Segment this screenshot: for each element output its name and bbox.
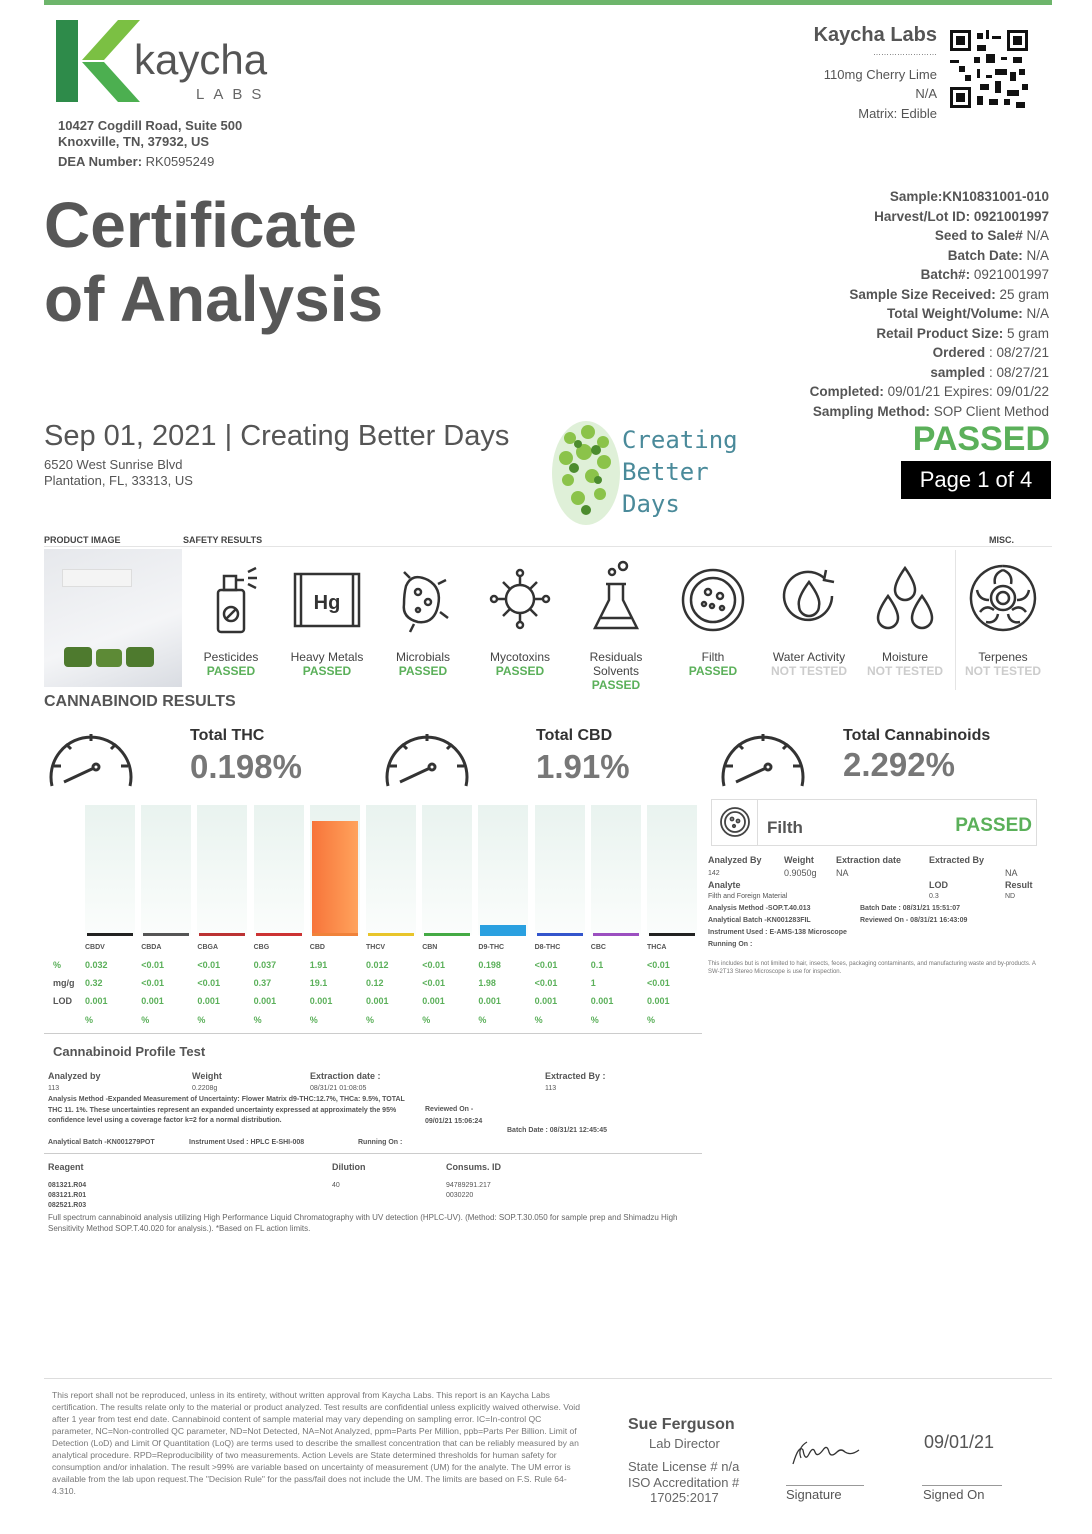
safety-status: PASSED bbox=[302, 664, 352, 678]
cannabinoid-value: % bbox=[534, 1015, 543, 1025]
cannabinoid-value: % bbox=[647, 1015, 656, 1025]
safety-status: PASSED bbox=[495, 664, 545, 678]
safety-name: Terpenes bbox=[978, 650, 1028, 664]
lab-address-line2: Knoxville, TN, 37932, US bbox=[58, 134, 210, 149]
profile-v-extracted: 113 bbox=[545, 1085, 557, 1092]
bar-track bbox=[141, 805, 191, 935]
method-value: SOP Client Method bbox=[933, 403, 1049, 419]
cannabinoid-value: 1 bbox=[590, 978, 596, 988]
profile-instrument: Instrument Used : HPLC E-SHI-008 bbox=[189, 1139, 305, 1146]
signature-line bbox=[786, 1485, 864, 1486]
cannabinoid-value: 0.001 bbox=[366, 996, 389, 1006]
profile-h-extraction: Extraction date : bbox=[310, 1071, 381, 1081]
filth-v-analyte: Filth and Foreign Material bbox=[708, 893, 788, 900]
cannabinoid-results-label: CANNABINOID RESULTS bbox=[44, 693, 236, 710]
harvest-lot: Harvest/Lot ID: 0921001997 bbox=[874, 208, 1049, 224]
weight-value: N/A bbox=[1026, 306, 1049, 321]
cannabinoid-value: 0.012 bbox=[366, 960, 389, 970]
heavy-metal-icon bbox=[287, 556, 367, 646]
safety-status: NOT TESTED bbox=[770, 664, 847, 678]
cannabinoid-name: CBDA bbox=[141, 944, 162, 951]
safety-status: NOT TESTED bbox=[866, 664, 943, 678]
microbe-icon bbox=[388, 556, 458, 646]
logo-name: kaycha bbox=[134, 36, 268, 83]
profile-reviewed-value: 09/01/21 15:06:24 bbox=[425, 1118, 483, 1125]
safety-name: Pesticides bbox=[203, 650, 259, 664]
filth-h-analyzed: Analyzed By bbox=[708, 855, 762, 865]
safety-filth bbox=[668, 556, 758, 686]
cannabinoid-name: THCV bbox=[366, 944, 386, 951]
profile-h-dilution: Dilution bbox=[332, 1162, 366, 1172]
bar-baseline bbox=[649, 933, 695, 936]
total-cbd-label: Total CBD bbox=[536, 727, 613, 744]
safety-results-label: SAFETY RESULTS bbox=[183, 535, 263, 545]
bar-track bbox=[591, 805, 641, 935]
cannabinoid-value: % bbox=[141, 1015, 150, 1025]
completed-label: Completed: bbox=[809, 384, 884, 399]
profile-consums-1: 94789291.217 bbox=[446, 1182, 491, 1189]
profile-batch: Analytical Batch -KN001279POT bbox=[48, 1139, 155, 1146]
profile-h-consums: Consums. ID bbox=[446, 1162, 502, 1172]
ordered bbox=[629, 343, 1049, 363]
bar-baseline bbox=[312, 933, 358, 936]
cannabinoid-value: <0.01 bbox=[647, 960, 670, 970]
cannabinoid-value: 0.12 bbox=[366, 978, 384, 988]
qr-code[interactable] bbox=[950, 30, 1028, 108]
profile-reagent-3: 082521.R03 bbox=[48, 1202, 87, 1209]
total-thc-label: Total THC bbox=[190, 727, 265, 744]
cannabinoid-value: % bbox=[478, 1015, 487, 1025]
row-label: LOD bbox=[53, 996, 72, 1006]
cannabinoid-value: 0.001 bbox=[309, 996, 333, 1006]
profile-v-extraction: 08/31/21 01:08:05 bbox=[310, 1085, 367, 1092]
sample-id: Sample:KN10831001-010 bbox=[889, 189, 1049, 204]
client-address-line1: 6520 West Sunrise Blvd bbox=[44, 457, 183, 472]
bar-track bbox=[535, 805, 585, 935]
total-cannabinoids-label: Total Cannabinoids bbox=[843, 727, 991, 744]
dea-value: RK0595249 bbox=[145, 154, 215, 169]
filth-running: Running On : bbox=[708, 941, 753, 948]
misc-label: MISC. bbox=[989, 535, 1015, 545]
client-logo-text3: Days bbox=[622, 490, 680, 518]
misc-divider bbox=[955, 550, 956, 690]
filth-reviewed: Reviewed On - 08/31/21 16:43:09 bbox=[860, 917, 968, 924]
bar-baseline bbox=[199, 933, 245, 936]
cannabinoid-name: CBG bbox=[253, 944, 270, 951]
kaycha-logo bbox=[56, 20, 286, 110]
bar-track bbox=[422, 805, 472, 935]
retail-value: 5 gram bbox=[1006, 325, 1049, 341]
client-logo-text2: Better bbox=[622, 458, 709, 486]
safety-status: PASSED bbox=[206, 664, 256, 678]
cannabinoid-value: <0.01 bbox=[647, 978, 670, 988]
safety-moisture bbox=[860, 556, 950, 686]
filth-h-analyte: Analyte bbox=[708, 880, 741, 890]
safety-status: PASSED bbox=[688, 664, 738, 678]
safety-name: Filth bbox=[701, 650, 725, 664]
cannabinoid-value: 0.037 bbox=[253, 960, 277, 970]
filth-batch-date: Batch Date : 08/31/21 15:51:07 bbox=[860, 905, 960, 912]
filth-panel bbox=[711, 799, 1037, 846]
retail-size bbox=[629, 324, 1049, 344]
signer-role: Lab Director bbox=[649, 1436, 720, 1451]
client-logo bbox=[548, 418, 738, 528]
filth-h-lod: LOD bbox=[929, 880, 948, 890]
safety-water-activity bbox=[764, 556, 854, 686]
signer-name: Sue Ferguson bbox=[628, 1416, 735, 1433]
client-logo-text1: Creating bbox=[622, 426, 738, 454]
dots: …………………… bbox=[873, 48, 937, 57]
cannabinoid-value: 0.001 bbox=[590, 996, 614, 1006]
profile-v-analyzed: 113 bbox=[48, 1085, 60, 1092]
title-of-analysis: of Analysis bbox=[44, 263, 384, 335]
petri-dish-icon bbox=[678, 556, 748, 646]
cannabinoid-name: CBC bbox=[590, 944, 606, 951]
signature-image bbox=[787, 1436, 867, 1476]
cannabinoid-value: % bbox=[253, 1015, 262, 1025]
profile-h-extracted: Extracted By : bbox=[545, 1071, 606, 1081]
cannabinoid-value: 1.98 bbox=[478, 978, 496, 988]
cannabinoid-value: % bbox=[422, 1015, 431, 1025]
signature-label: Signature bbox=[786, 1487, 842, 1502]
filth-batch: Analytical Batch -KN001283FIL bbox=[708, 917, 811, 924]
profile-consums-2: 0030220 bbox=[446, 1192, 474, 1199]
cannabinoid-value: <0.01 bbox=[197, 978, 221, 988]
product-na: N/A bbox=[915, 86, 937, 101]
terpene-flower-icon bbox=[968, 556, 1038, 646]
footer-divider bbox=[44, 1378, 1052, 1379]
safety-name: Heavy Metals bbox=[290, 650, 364, 664]
title-certificate: Certificate bbox=[44, 189, 357, 261]
water-activity-icon bbox=[774, 556, 844, 646]
product-image[interactable] bbox=[44, 549, 182, 687]
profile-reagent-1: 081321.R04 bbox=[48, 1182, 87, 1189]
batch-label: Batch#: bbox=[920, 267, 971, 282]
profile-reagent-2: 083121.R01 bbox=[48, 1192, 87, 1199]
cannabinoid-value: % bbox=[197, 1015, 206, 1025]
logo-sub: LABS bbox=[196, 86, 271, 103]
filth-note: This includes but is not limited to hair, insects, feces, packaging contaminants, and manufacturing waste and by-products. A SW-2T13 Stereo Microscope is use for inspection. bbox=[708, 961, 1036, 975]
profile-method: Analysis Method -Expanded Measurement of Uncertainty: Flower Matrix d9-THC:12.7%, THCa: 9.5%, TOTAL THC 11. 1%. These uncertainties represent an expanded uncertainty expressed at approximately the 95% confidence level using a coverage factor k=2 for a normal distribution. bbox=[48, 1096, 405, 1124]
filth-title: Filth bbox=[767, 818, 803, 837]
client-title: Sep 01, 2021 | Creating Better Days bbox=[44, 420, 510, 452]
batch-date bbox=[629, 246, 1049, 266]
gauge-thc-icon bbox=[44, 724, 138, 799]
cannabinoid-value: 0.001 bbox=[422, 996, 445, 1006]
matrix: Matrix: Edible bbox=[858, 106, 937, 121]
row-label: mg/g bbox=[53, 978, 75, 988]
filth-status: PASSED bbox=[955, 815, 1032, 836]
profile-batch-date: Batch Date : 08/31/21 12:45:45 bbox=[507, 1127, 607, 1134]
spray-bottle-icon bbox=[196, 556, 266, 646]
safety-status: PASSED bbox=[398, 664, 448, 678]
weight-label: Total Weight/Volume: bbox=[886, 306, 1023, 321]
signed-date: 09/01/21 bbox=[924, 1432, 995, 1452]
virus-icon bbox=[485, 556, 555, 646]
section-divider bbox=[44, 546, 1052, 547]
top-accent-bar bbox=[44, 0, 1052, 5]
safety-status: NOT TESTED bbox=[964, 664, 1041, 678]
cannabinoid-name: THCA bbox=[647, 944, 667, 951]
safety-name: Microbials bbox=[395, 650, 450, 664]
seed-value: N/A bbox=[1026, 228, 1049, 243]
profile-dilution: 40 bbox=[332, 1182, 340, 1189]
cannabinoid-value: <0.01 bbox=[141, 960, 164, 970]
cannabinoid-value: 19.1 bbox=[309, 978, 328, 988]
cannabinoid-value: <0.01 bbox=[141, 978, 164, 988]
svg-text:Hg: Hg bbox=[313, 592, 341, 614]
safety-residual-solvents bbox=[571, 556, 661, 692]
chart-divider bbox=[44, 1033, 702, 1034]
safety-name: Mycotoxins bbox=[489, 650, 551, 664]
cannabinoid-value: <0.01 bbox=[422, 960, 445, 970]
safety-name: Water Activity bbox=[772, 650, 846, 664]
profile-reviewed-label: Reviewed On - bbox=[425, 1106, 474, 1113]
iso-number: 17025:2017 bbox=[650, 1490, 719, 1505]
sampled bbox=[629, 363, 1049, 383]
cannabinoid-name: D8-THC bbox=[534, 944, 561, 951]
cannabinoid-value: 0.001 bbox=[85, 996, 108, 1006]
cannabinoid-value: 1.91 bbox=[309, 960, 328, 970]
cannabinoid-value: 0.198 bbox=[478, 960, 501, 970]
cannabinoid-value: <0.01 bbox=[534, 960, 558, 970]
filth-v-extraction: NA bbox=[836, 868, 849, 878]
seed-label: Seed to Sale# bbox=[934, 228, 1023, 243]
safety-status: PASSED bbox=[591, 678, 641, 692]
profile-title: Cannabinoid Profile Test bbox=[53, 1044, 206, 1059]
signed-on-label: Signed On bbox=[923, 1487, 985, 1502]
total-cbd-value: 1.91% bbox=[536, 748, 630, 785]
sample-size bbox=[629, 285, 1049, 305]
bar-baseline bbox=[480, 933, 526, 936]
product-image-label: PRODUCT IMAGE bbox=[44, 535, 121, 545]
filth-icon-box bbox=[712, 800, 758, 845]
bar-track bbox=[85, 805, 135, 935]
completed-value: 09/01/21 Expires: 09/01/22 bbox=[887, 384, 1049, 399]
safety-pesticides bbox=[186, 556, 276, 686]
cannabinoid-name: CBD bbox=[309, 944, 325, 951]
cannabinoid-name: D9-THC bbox=[478, 944, 505, 951]
bar-baseline bbox=[143, 933, 189, 936]
client-address-line2: Plantation, FL, 33313, US bbox=[44, 473, 193, 488]
safety-name-2: Solvents bbox=[592, 664, 640, 678]
filth-h-weight: Weight bbox=[784, 855, 814, 865]
cannabinoid-value: 0.001 bbox=[197, 996, 220, 1006]
filth-v-result: ND bbox=[1005, 893, 1016, 900]
cannabinoid-value: 0.032 bbox=[85, 960, 108, 970]
cannabinoid-value: 0.001 bbox=[534, 996, 558, 1006]
cannabinoid-name: CBGA bbox=[197, 944, 219, 951]
profile-h-reagent: Reagent bbox=[48, 1162, 84, 1172]
ordered-label: Ordered bbox=[932, 345, 986, 360]
cannabinoid-value: <0.01 bbox=[422, 978, 445, 988]
bar-track bbox=[478, 805, 528, 935]
sample-info bbox=[629, 187, 1049, 421]
method-label: Sampling Method: bbox=[812, 403, 930, 419]
lab-name: Kaycha Labs bbox=[813, 24, 937, 46]
cannabinoid-value: % bbox=[85, 1015, 94, 1025]
total-cannabinoids-value: 2.292% bbox=[843, 746, 955, 783]
completed bbox=[629, 382, 1049, 402]
row-label: % bbox=[53, 960, 62, 970]
profile-h-weight: Weight bbox=[192, 1071, 222, 1081]
filth-method: Analysis Method -SOP.T.40.013 bbox=[708, 905, 811, 912]
flask-icon bbox=[581, 556, 651, 646]
profile-note: Full spectrum cannabinoid analysis utilizing High Performance Liquid Chromatography with UV detection (HPLC-UV). (Method: SOP.T.30.050 for sample prep and Shimadzu High Sensitivity Method SOP.T.40.020 for analysis.). *Based on FL action limits. bbox=[48, 1213, 678, 1233]
profile-divider bbox=[44, 1153, 702, 1154]
filth-v-weight: 0.9050g bbox=[784, 868, 817, 878]
sampled-value: : 08/27/21 bbox=[988, 364, 1049, 380]
bar-track bbox=[366, 805, 416, 935]
cannabinoid-value: 0.001 bbox=[253, 996, 277, 1006]
total-thc-value: 0.198% bbox=[190, 748, 302, 785]
disclaimer: This report shall not be reproduced, unless in its entirety, without written approval from Kaycha Labs. This report is an Kaycha Labs certification. The results relate only to the material or product analyzed. Test results are confidential unless explicitly waived otherwise. Void after 1 year from test end date. Cannabinoid content of sample material may vary depending on sampling error. IC=In-control QC parameter, NC=Non-controlled QC parameter, ND=Not Detected, NA=Not Analyzed, ppm=Parts Per Million, ppb=Parts Per Billion. Limit of Detection (LoD) and Limit Of Quantitation (LoQ) are terms used to describe the smallest concentration that can be reliably measured by an analytical procedure. RPD=Reproducibility of two measurements. Action Levels are State determined thresholds for human safety for consumption and/or inhalation. The result >99% are variable based on uncertainty of measurement (UM) for the analyte. The UM error is available from the lab upon request.The "Decision Rule" for the pass/fail does not include the UM. The limits are based on F.S. Rule 64-4.310. bbox=[52, 1390, 580, 1496]
cannabinoid-value: 0.001 bbox=[141, 996, 164, 1006]
filth-v-analyzed: 142 bbox=[708, 870, 720, 877]
iso-accreditation: ISO Accreditation # bbox=[628, 1475, 740, 1490]
retail-label: Retail Product Size: bbox=[876, 325, 1004, 341]
bar-track bbox=[254, 805, 304, 935]
bar-baseline bbox=[593, 933, 639, 936]
size-value: 25 gram bbox=[999, 286, 1049, 302]
dea-number bbox=[58, 154, 214, 169]
filth-instrument: Instrument Used : E-AMS-138 Microscope bbox=[708, 929, 847, 936]
total-weight bbox=[629, 304, 1049, 324]
batch-date-value: N/A bbox=[1026, 247, 1049, 263]
petri-dish-icon bbox=[712, 800, 758, 845]
filth-h-extracted: Extracted By bbox=[929, 855, 985, 865]
bar-baseline bbox=[256, 933, 302, 936]
filth-h-extraction: Extraction date bbox=[836, 855, 902, 865]
cannabinoid-value: <0.01 bbox=[534, 978, 558, 988]
cannabinoid-value: 0.001 bbox=[478, 996, 501, 1006]
cannabinoid-value: 0.1 bbox=[590, 960, 604, 970]
safety-microbials bbox=[378, 556, 468, 686]
filth-v-extracted: NA bbox=[1005, 868, 1018, 878]
cannabinoid-value: % bbox=[590, 1015, 599, 1025]
state-license: State License # n/a bbox=[628, 1459, 740, 1474]
gauge-cannabinoids-icon bbox=[716, 724, 810, 799]
size-label: Sample Size Received: bbox=[849, 286, 996, 302]
cannabinoid-value: % bbox=[309, 1015, 318, 1025]
safety-heavy-metals bbox=[282, 556, 372, 686]
batch-number bbox=[629, 265, 1049, 285]
bar-baseline bbox=[368, 933, 414, 936]
page-indicator: Page 1 of 4 bbox=[901, 461, 1051, 499]
profile-running: Running On : bbox=[358, 1139, 403, 1146]
cannabinoid-value: <0.01 bbox=[197, 960, 221, 970]
bar-baseline bbox=[87, 933, 133, 936]
bar-cbd bbox=[312, 821, 358, 935]
dea-label: DEA Number: bbox=[58, 154, 143, 169]
cannabinoid-value: % bbox=[366, 1015, 375, 1025]
gauge-cbd-icon bbox=[380, 724, 474, 799]
bar-baseline bbox=[537, 933, 583, 936]
profile-v-weight: 0.2208g bbox=[192, 1085, 218, 1092]
profile-h-analyzed: Analyzed by bbox=[48, 1071, 101, 1081]
filth-v-lod: 0.3 bbox=[929, 893, 939, 900]
ordered-value: : 08/27/21 bbox=[988, 345, 1049, 360]
cannabinoid-name: CBDV bbox=[85, 944, 105, 951]
cannabinoid-name: CBN bbox=[422, 944, 438, 951]
product-name: 110mg Cherry Lime bbox=[823, 67, 937, 82]
cannabinoid-value: 0.001 bbox=[647, 996, 670, 1006]
bar-baseline bbox=[424, 933, 470, 936]
sampled-label: sampled bbox=[930, 364, 986, 380]
seed-to-sale bbox=[629, 226, 1049, 246]
status-passed: PASSED bbox=[912, 420, 1050, 458]
batch-date-label: Batch Date: bbox=[947, 247, 1023, 263]
cannabinoid-value: 0.32 bbox=[85, 978, 103, 988]
filth-h-result: Result bbox=[1005, 880, 1033, 890]
safety-mycotoxins bbox=[475, 556, 565, 686]
misc-terpenes bbox=[958, 556, 1048, 686]
droplets-icon bbox=[870, 556, 940, 646]
bar-track bbox=[197, 805, 247, 935]
batch-value: 0921001997 bbox=[973, 267, 1049, 282]
bar-track bbox=[647, 805, 697, 935]
safety-name: Residuals bbox=[589, 650, 643, 664]
cannabinoid-value: 0.37 bbox=[253, 978, 272, 988]
lab-address-line1: 10427 Cogdill Road, Suite 500 bbox=[58, 118, 243, 133]
safety-name: Moisture bbox=[881, 650, 928, 664]
signed-line bbox=[922, 1485, 1002, 1486]
